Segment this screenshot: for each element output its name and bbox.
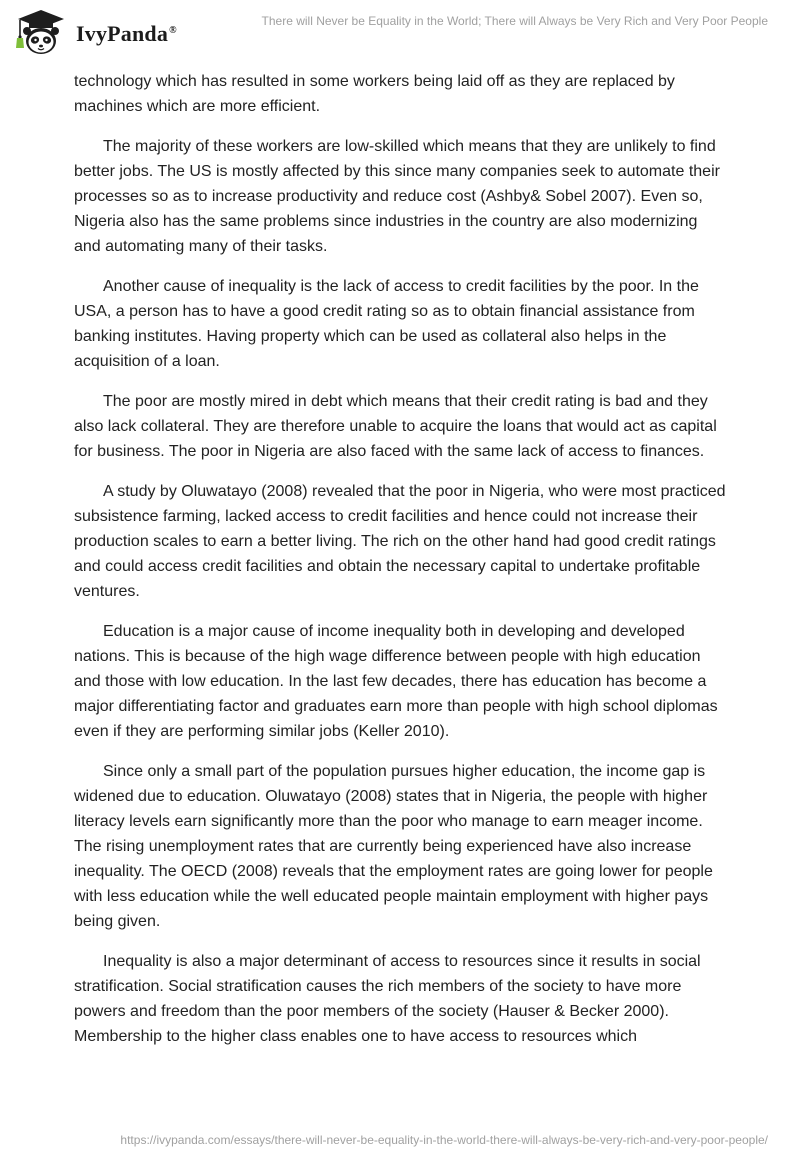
ivypanda-logo[interactable] <box>14 8 177 58</box>
essay-paragraph: Inequality is also a major determinant of access to resources since it results in social stratification. Social stratification causes the rich members of the society to have more powers and freedom than the poor members of the society (Hauser & Becker 2000). Membership to the higher class enables one to have access to resources which <box>74 953 701 1045</box>
page-header <box>0 0 800 70</box>
brand-name <box>76 21 177 47</box>
panda-graduation-cap-icon <box>14 8 68 58</box>
essay-paragraph: The poor are mostly mired in debt which means that their credit rating is bad and they also lack collateral. They are therefore unable to acquire the loans that would act as capital for business. The poor in Nigeria are also faced with the same lack of access to finances. <box>74 393 717 460</box>
essay-paragraph: Since only a small part of the population pursues higher education, the income gap is widened due to education. Oluwatayo (2008) states that in Nigeria, the people with higher literacy levels earn significantly more than the poor who manage to earn meager income. The rising unemployment rates that are currently being experienced have also increase inequality. The OECD (2008) reveals that the employment rates are going lower for people with less education while the well educated people maintain employment with higher pays being given. <box>74 763 713 930</box>
essay-paragraph: Another cause of inequality is the lack of access to credit facilities by the poor. In the USA, a person has to have a good credit rating so as to obtain financial assistance from banking institutes. Having property which can be used as collateral also helps in the acquisition of a loan. <box>74 278 699 370</box>
essay-paragraph: The majority of these workers are low-skilled which means that they are unlikely to find better jobs. The US is mostly affected by this since many companies seek to automate their processes so as to increase productivity and reduce cost (Ashby& Sobel 2007). Even so, Nigeria also has the same problems since industries in the country are also modernizing and automating many of their tasks. <box>74 138 720 255</box>
essay-paragraph: A study by Oluwatayo (2008) revealed that the poor in Nigeria, who were most practiced subsistence farming, lacked access to credit facilities and hence could not increase their production scales to earn a better living. The rich on the other hand had good credit ratings and could access credit facilities and obtain the necessary capital to undertake profitable ventures. <box>74 483 726 600</box>
document-title: There will Never be Equality in the World; There will Always be Very Rich and Very Poor People <box>261 14 768 28</box>
essay-paragraph: Education is a major cause of income inequality both in developing and developed nations. This is because of the high wage difference between people with high education and those with low education. In the last few decades, there has education has become a major differentiating factor and graduates earn more than people with high school diplomas even if they are performing similar jobs (Keller 2010). <box>74 623 718 740</box>
brand-name-text: IvyPanda <box>76 21 169 46</box>
essay-paragraph: technology which has resulted in some workers being laid off as they are replaced by machines which are more efficient. <box>74 73 675 115</box>
source-url[interactable]: https://ivypanda.com/essays/there-will-never-be-equality-in-the-world-there-will-always-be-very-rich-and-very-poor-people/ <box>120 1133 768 1147</box>
essay-body <box>74 69 726 1064</box>
registered-mark: ® <box>169 24 177 36</box>
